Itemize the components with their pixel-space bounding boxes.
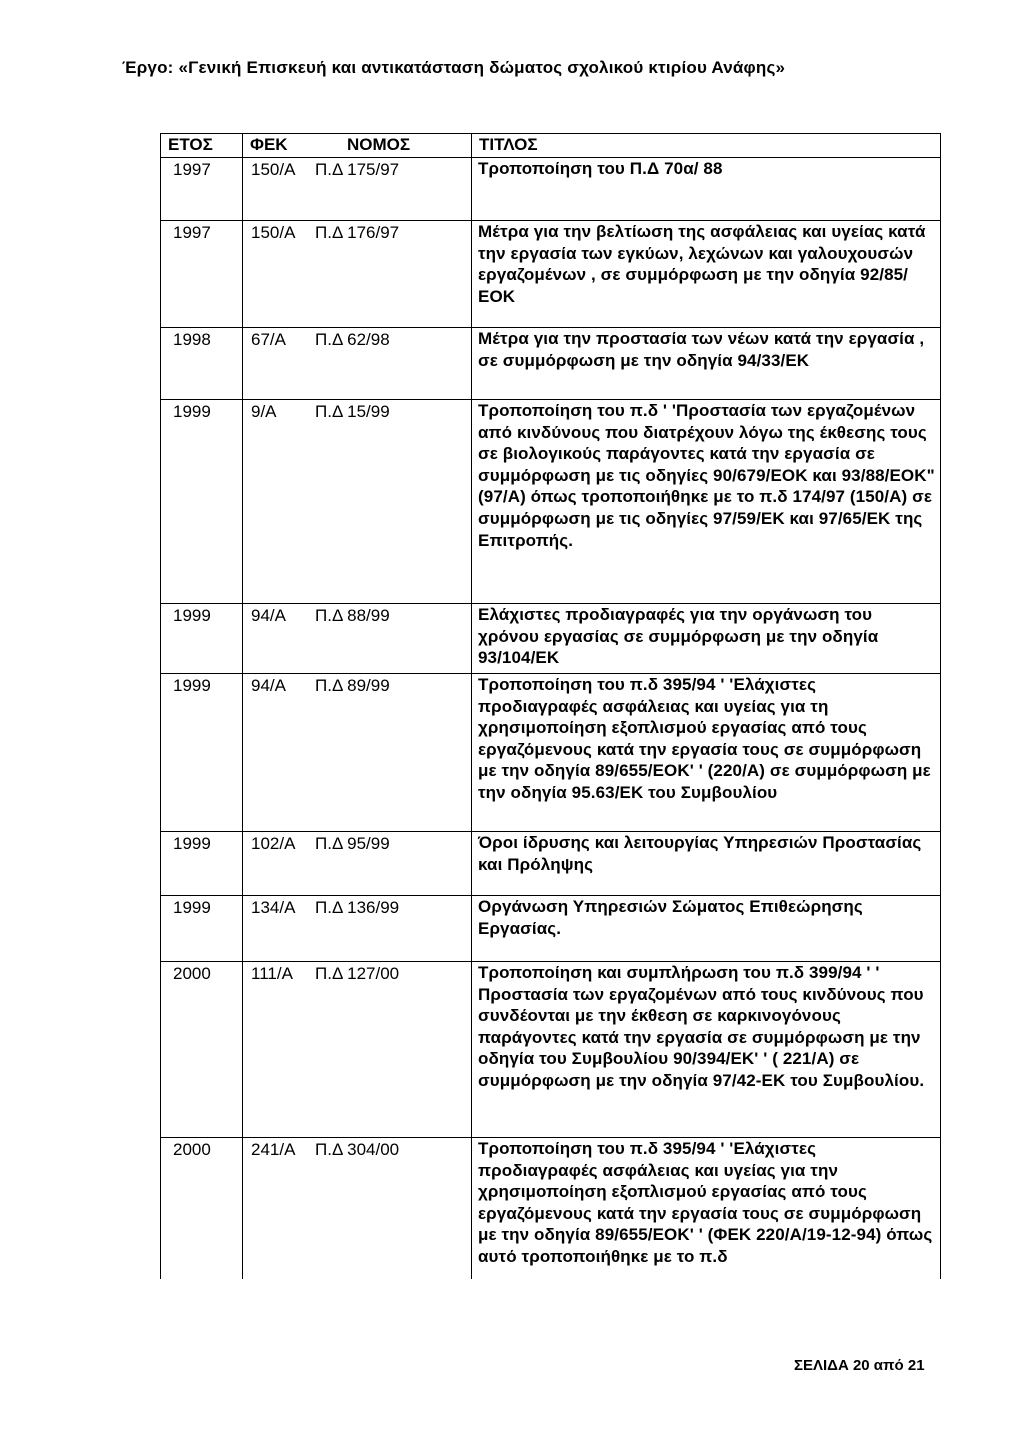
fek-cell: 9/Α (242, 400, 307, 603)
fek-cell: 67/Α (242, 328, 307, 399)
year-cell: 1999 (160, 896, 242, 961)
fek-cell: 94/Α (242, 674, 307, 831)
table-row (160, 895, 940, 961)
year-cell: 2000 (160, 962, 242, 1137)
table-row (160, 961, 940, 1137)
title-cell: Τροποποίηση του π.δ 395/94 ' 'Ελάχιστες προδιαγραφές ασφάλειας και υγείας για τη χρησιμοποίηση εξοπλισμού εργασίας από τους εργαζόμενους κατά την εργασία τους σε συμμόρφωση με την οδηγία 89/655/ΕΟΚ' ' (220/Α) σε συμμόρφωση με την οδηγία 95.63/ΕΚ του Συμβουλίου (471, 674, 940, 831)
table-row (160, 1137, 940, 1279)
title-cell: Τροποποίηση του π.δ ' 'Προστασία των εργαζομένων από κινδύνους που διατρέχουν λόγω της έκθεσης τους σε βιολογικούς παράγοντες κατά την εργασία σε συμμόρφωση με τις οδηγίες 90/679/ΕΟΚ και 93/88/ΕΟΚ" (97/Α) όπως τροποποιήθηκε με το π.δ 174/97 (150/Α) σε συμμόρφωση με τις οδηγίες 97/59/ΕΚ και 97/65/ΕΚ της Επιτροπής. (471, 400, 940, 603)
title-cell: Μέτρα για την βελτίωση της ασφάλειας και υγείας κατά την εργασία των εγκύων, λεχώνων και γαλουχουσών εργαζομένων , σε συμμόρφωση με την οδηγία 92/85/ΕΟΚ (471, 221, 940, 327)
title-cell: Μέτρα για την προστασία των νέων κατά την εργασία , σε συμμόρφωση με την οδηγία 94/33/ΕΚ (471, 328, 940, 399)
law-cell: Π.Δ 175/97 (315, 160, 400, 179)
title-cell: Ελάχιστες προδιαγραφές για την οργάνωση του χρόνου εργασίας σε συμμόρφωση με την οδηγία 93/104/ΕΚ (471, 604, 940, 673)
table-body (160, 158, 940, 1279)
legislation-table (160, 133, 941, 1279)
year-cell: 1999 (160, 604, 242, 673)
table-row (160, 220, 940, 327)
year-cell: 2000 (160, 1138, 242, 1279)
table-header (160, 134, 940, 158)
table-row (160, 327, 940, 399)
law-cell: Π.Δ 89/99 (315, 676, 390, 695)
page-number: ΣΕΛΙΔΑ 20 από 21 (794, 1357, 925, 1374)
title-cell: Τροποποίηση και συμπλήρωση του π.δ 399/94 ' ' Προστασία των εργαζομένων από τους κινδύνους που συνδέονται με την έκθεση σε καρκινογόνους παράγοντες κατά την εργασία σε συμμόρφωση με την οδηγία του Συμβουλίου 90/394/ΕΚ' ' ( 221/Α) σε συμμόρφωση με την οδηγία 97/42-ΕΚ του Συμβουλίου. (471, 962, 940, 1137)
table-row (160, 399, 940, 603)
col-title-header: ΤΙΤΛΟΣ (471, 134, 940, 158)
table-row (160, 158, 940, 220)
year-cell: 1998 (160, 328, 242, 399)
title-cell: Τροποποίηση του π.δ 395/94 ' 'Ελάχιστες προδιαγραφές ασφάλειας και υγείας για την χρησιμοποίηση εξοπλισμού εργασίας από τους εργαζόμενους κατά την εργασία τους σε συμμόρφωση με την οδηγία 89/655/ΕΟΚ' ' (ΦΕΚ 220/Α/19-12-94) όπως αυτό τροποποιήθηκε με το π.δ (471, 1138, 940, 1279)
law-cell: Π.Δ 136/99 (315, 898, 400, 917)
law-cell: Π.Δ 127/00 (315, 964, 400, 983)
fek-cell: 111/Α (242, 962, 307, 1137)
law-cell: Π.Δ 95/99 (315, 834, 390, 853)
law-cell: Π.Δ 304/00 (315, 1140, 400, 1159)
law-cell: Π.Δ 88/99 (315, 606, 390, 625)
page-header: Έργο: «Γενική Επισκευή και αντικατάσταση δώματος σχολικού κτιρίου Ανάφης» (122, 58, 786, 77)
year-cell: 1999 (160, 832, 242, 895)
col-law-header: ΝΟΜΟΣ (307, 134, 471, 158)
year-cell: 1999 (160, 400, 242, 603)
year-cell: 1997 (160, 221, 242, 327)
col-fek-header: ΦΕΚ (242, 134, 307, 158)
law-cell: Π.Δ 62/98 (315, 330, 390, 349)
fek-cell: 134/Α (242, 896, 307, 961)
title-cell: Οργάνωση Υπηρεσιών Σώματος Επιθεώρησης Εργασίας. (471, 896, 940, 961)
fek-cell: 102/Α (242, 832, 307, 895)
table-row (160, 673, 940, 831)
title-cell: Τροποποίηση του Π.Δ 70α/ 88 (471, 158, 940, 220)
fek-cell: 150/Α (242, 221, 307, 327)
table-row (160, 603, 940, 673)
law-cell: Π.Δ 15/99 (315, 402, 390, 421)
year-cell: 1999 (160, 674, 242, 831)
title-cell: Όροι ίδρυσης και λειτουργίας Υπηρεσιών Προστασίας και Πρόληψης (471, 832, 940, 895)
law-cell: Π.Δ 176/97 (315, 223, 400, 242)
fek-cell: 94/Α (242, 604, 307, 673)
col-year-header: ΕΤΟΣ (160, 134, 242, 158)
year-cell: 1997 (160, 158, 242, 220)
fek-cell: 241/Α (242, 1138, 307, 1279)
table-row (160, 831, 940, 895)
fek-cell: 150/Α (242, 158, 307, 220)
